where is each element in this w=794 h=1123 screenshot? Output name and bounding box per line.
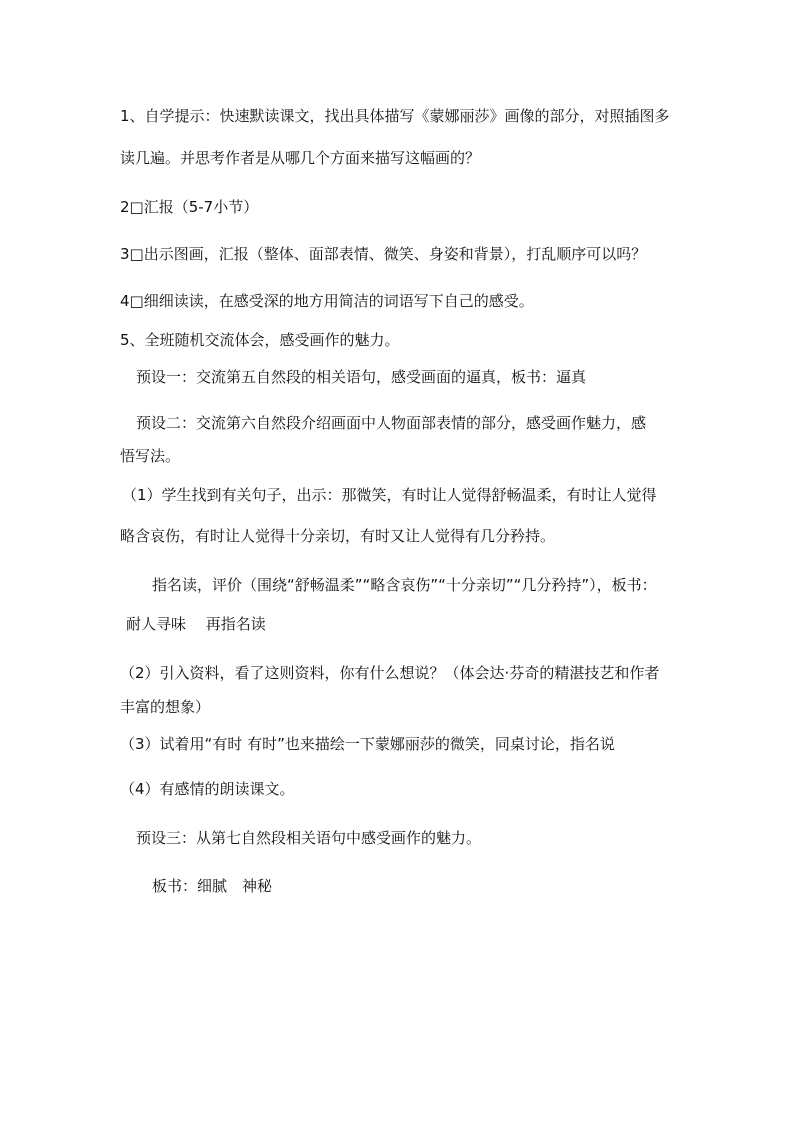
preset-2-line-1: 预设二：交流第六自然段介绍画面中人物面部表情的部分，感受画作魅力，感 [136,414,647,432]
item-4-line: （4）有感情的朗读课文。 [120,780,295,798]
preset-3-line: 预设三：从第七自然段相关语句中感受画作的魅力。 [136,829,482,847]
step-4-line: 4□细细读读，在感受深的地方用简洁的词语写下自己的感受。 [120,292,534,310]
item-1-line-2: 略含哀伤，有时让人觉得十分亲切，有时又让人觉得有几分矜持。 [120,527,556,545]
board-note-line: 耐人寻味 再指名读 [126,615,266,633]
step-5-line: 5、全班随机交流体会，感受画作的魅力。 [120,331,400,349]
board-summary-line: 板书：细腻 神秘 [152,877,273,895]
item-2-line-1: （2）引入资料，看了这则资料，你有什么想说？（体会达·芬奇的精湛技艺和作者 [120,664,660,682]
item-2-line-2: 丰富的想象） [120,698,211,716]
preset-2-line-2: 悟写法。 [120,447,181,465]
read-evaluate-line: 指名读，评价（围绕“舒畅温柔”“略含哀伤”“十分亲切”“几分矜持”），板书： [152,576,657,594]
step-3-line: 3□出示图画，汇报（整体、面部表情、微笑、身姿和背景），打乱顺序可以吗？ [120,245,647,263]
step-2-line: 2□汇报（5-7小节） [120,198,259,216]
item-1-line-1: （1）学生找到有关句子，出示：那微笑，有时让人觉得舒畅温柔，有时让人觉得 [122,486,657,504]
step-1-line-2: 读几遍。并思考作者是从哪几个方面来描写这幅画的？ [120,149,481,167]
preset-1-line: 预设一：交流第五自然段的相关语句，感受画面的逼真，板书：逼真 [136,368,587,386]
step-1-line-1: 1、自学提示：快速默读课文，找出具体描写《蒙娜丽莎》画像的部分，对照插图多 [120,107,670,125]
item-3-line: （3）试着用“有时 有时”也来描绘一下蒙娜丽莎的微笑，同桌讨论，指名说 [120,735,615,753]
